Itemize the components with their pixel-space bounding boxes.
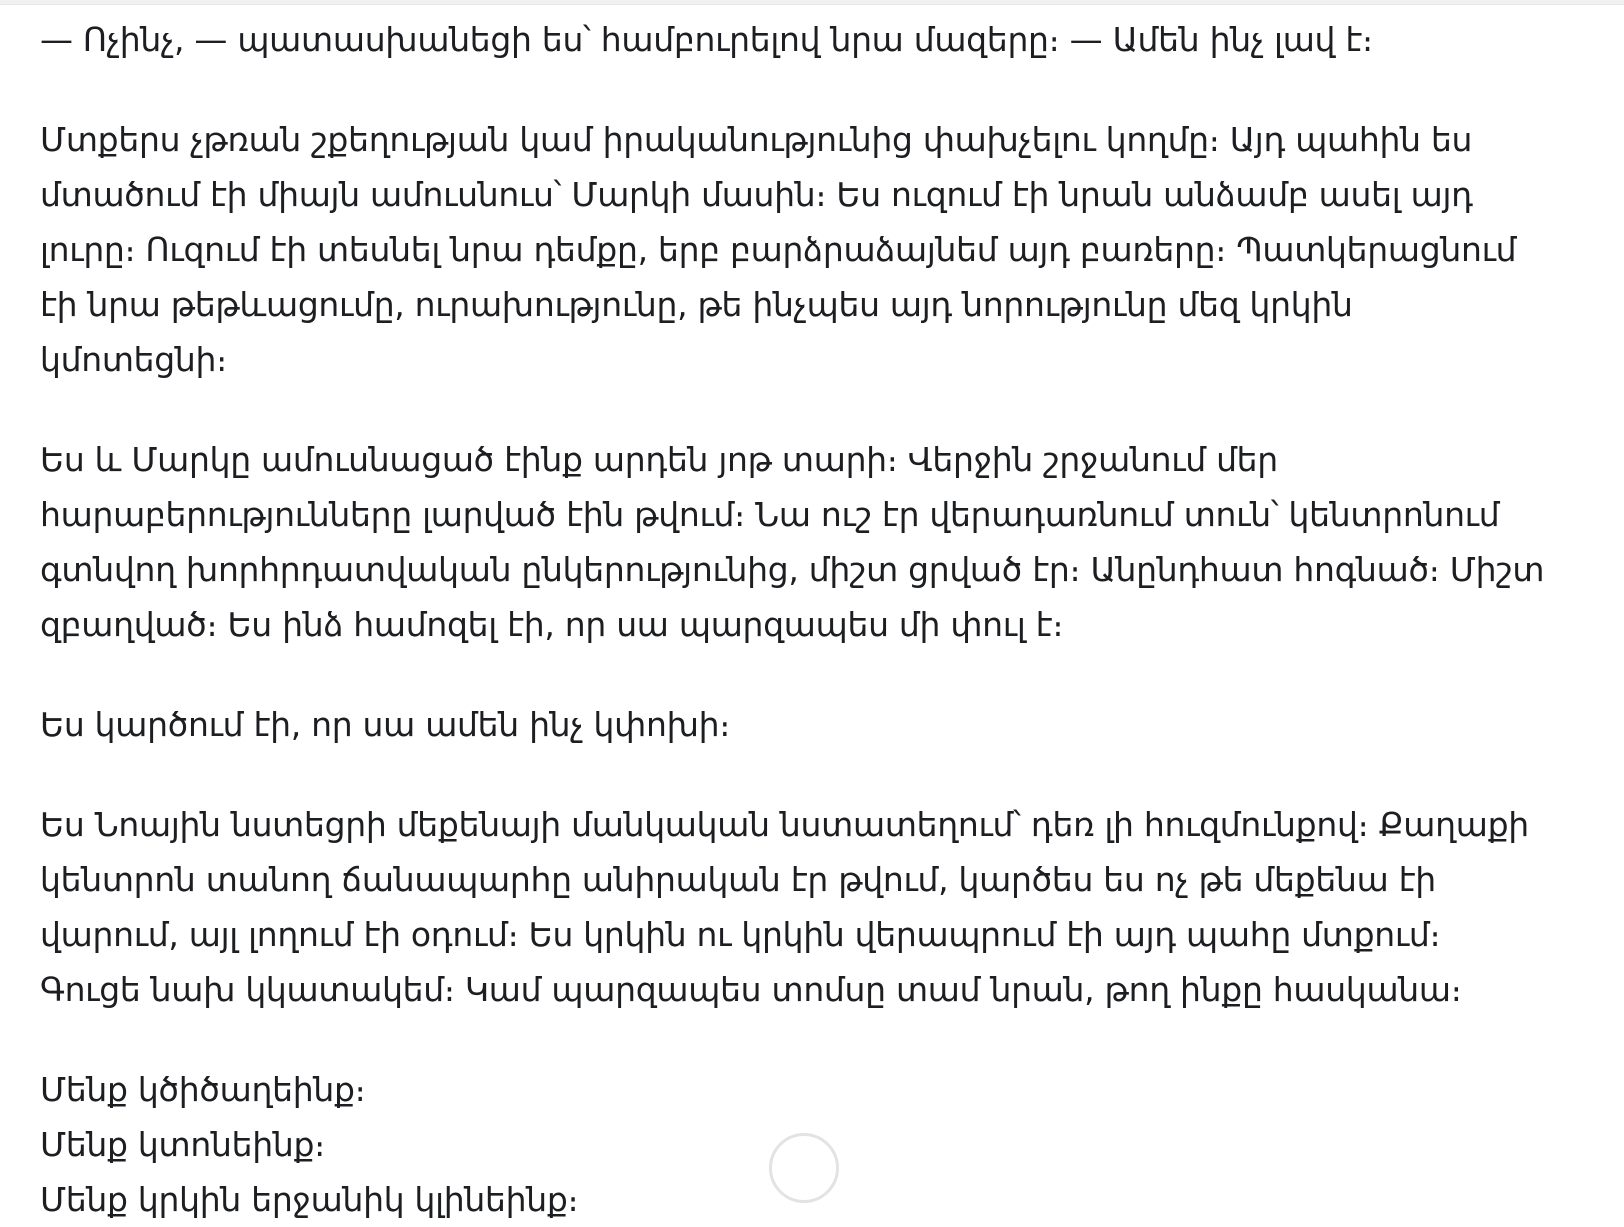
paragraph-thoughts: Մտքերս չթռան շքեղության կամ իրականությունից փախչելու կողմը։ Այդ պահին ես մտածում էի միայն ամուսնուս՝ Մարկի մասին։ Ես ուզում էի նրան անձամբ ասել այդ լուրը։ Ուզում էի տեսնել նրա դեմքը, երբ բարձրաձայնեմ այդ բառերը։ Պատկերացնում էի նրա թեթևացումը, ուրախությունը, թե ինչպես այդ նորությունը մեզ կրկին կմոտեցնի։: [40, 120, 1517, 379]
story-text: [40, 12, 1545, 1227]
final-line-celebrate: Մենք կտոնեինք։: [40, 1125, 325, 1164]
top-divider: [0, 0, 1624, 5]
paragraph-hope: Ես կարծում էի, որ սա ամեն ինչ կփոխի։: [40, 705, 731, 744]
scroll-indicator-circle[interactable]: [769, 1133, 839, 1203]
paragraph-drive: Ես Նոային նստեցրի մեքենայի մանկական նստատեղում՝ դեռ լի հուզմունքով։ Քաղաքի կենտրոն տանող ճանապարհը անիրական էր թվում, կարծես ես ոչ թե մեքենա էի վարում, այլ լողում էի օդում։ Ես կրկին ու կրկին վերապրում էի այդ պահը մտքում։ Գուցե նախ կկատակեմ։ Կամ պարզապես տոմսը տամ նրան, թող ինքը հասկանա։: [40, 805, 1529, 1009]
paragraph-marriage: Ես և Մարկը ամուսնացած էինք արդեն յոթ տարի։ Վերջին շրջանում մեր հարաբերությունները լարված էին թվում։ Նա ուշ էր վերադառնում տուն՝ կենտրոնում գտնվող խորհրդատվական ընկերությունից, միշտ ցրված էր։ Անընդհատ հոգնած։ Միշտ զբաղված։ Ես ինձ համոզել էի, որ սա պարզապես մի փուլ է։: [40, 440, 1545, 644]
final-line-laugh: Մենք կծիծաղեինք։: [40, 1070, 366, 1109]
final-line-happy: Մենք կրկին երջանիկ կլինեինք։: [40, 1180, 579, 1219]
paragraph-dialogue: — Ոչինչ, — պատասխանեցի ես՝ համբուրելով նրա մազերը։ — Ամեն ինչ լավ է։: [40, 20, 1373, 59]
